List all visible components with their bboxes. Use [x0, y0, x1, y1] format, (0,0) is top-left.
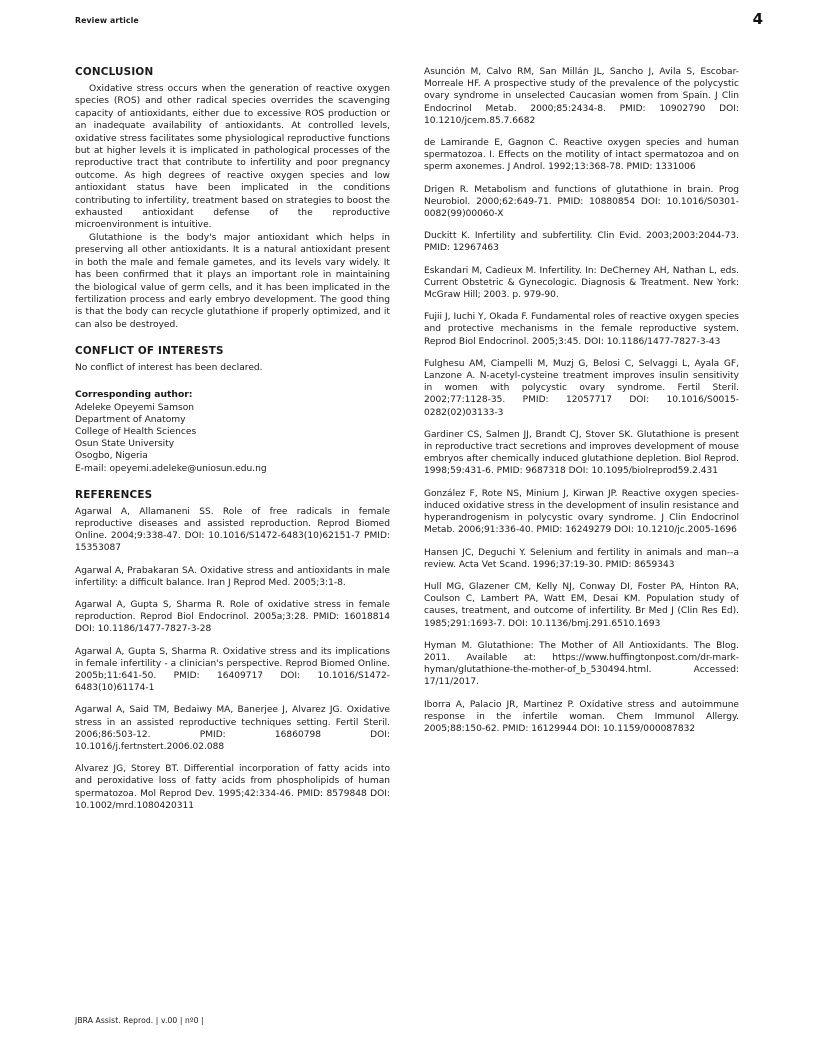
reference-item: Fujii J, Iuchi Y, Okada F. Fundamental roles of reactive oxygen species and protective mechanisms in the female reproductive system. Reprod Biol Endocrinol. 2005;3:45. DOI: 10.1186/1477-7827-3-43: [424, 312, 739, 347]
corresponding-author-city: Osogbo, Nigeria: [75, 451, 148, 462]
left-column: [75, 66, 390, 812]
reference-item: González F, Rote NS, Minium J, Kirwan JP. Reactive oxygen species-induced oxidative stress in the development of insulin resistance and hyperandrogenism in polycystic ovary syndrome. J Clin Endocrinol Metab. 2006;91:336-40. PMID: 16249279 DOI: 10.1210/jc.2005-1696: [424, 488, 739, 536]
corresponding-author-university: Osun State University: [75, 439, 175, 450]
spacer: [75, 331, 390, 345]
references-heading: REFERENCES: [75, 488, 153, 501]
reference-item: de Lamirande E, Gagnon C. Reactive oxygen species and human spermatozoa. I. Effects on the motility of intact spermatozoa and on sperm axonemes. J Androl. 1992;13:368-78. PMID: 1331006: [424, 138, 739, 173]
reference-item: Agarwal A, Prabakaran SA. Oxidative stress and antioxidants in male infertility: a difficult balance. Iran J Reprod Med. 2005;3:1-8.: [75, 565, 390, 588]
reference-item: Agarwal A, Said TM, Bedaiwy MA, Banerjee J, Alvarez JG. Oxidative stress in an assisted reproductive techniques setting. Fertil Steril. 2006;86:503-12. PMID: 16860798 DOI: 10.1016/j.fertnstert.2006.02.088: [75, 705, 390, 752]
conflict-of-interests-heading: CONFLICT OF INTERESTS: [75, 345, 224, 358]
reference-item: Alvarez JG, Storey BT. Differential incorporation of fatty acids into and peroxidative loss of fatty acids from phospholipids of human spermatozoa. Mol Reprod Dev. 1995;42:334-46. PMID: 8579848 DOI: 10.1002/mrd.1080420311: [75, 764, 390, 811]
reference-item: Agarwal A, Gupta S, Sharma R. Role of oxidative stress in female reproduction. Reprod Biol Endocrinol. 2005a;3:28. PMID: 16018814 DOI: 10.1186/1477-7827-3-28: [75, 599, 390, 635]
reference-item: Agarwal A, Allamaneni SS. Role of free radicals in female reproductive diseases and assisted reproduction. Reprod Biomed Online. 2004;9:338-47. DOI: 10.1016/S1472-6483(10)62151-7 PMID: 15353087: [75, 506, 390, 554]
reference-item: Iborra A, Palacio JR, Martinez P. Oxidative stress and autoimmune response in the infertile woman. Chem Immunol Allergy. 2005;88:150-62. PMID: 16129944 DOI: 10.1159/000087832: [424, 699, 739, 734]
page-number: 4: [752, 10, 763, 28]
reference-item: Hull MG, Glazener CM, Kelly NJ, Conway DI, Foster PA, Hinton RA, Coulson C, Lambert PA, Watt EM, Desai KM. Population study of causes, treatment, and outcome of infertility. Br Med J (Clin Res Ed). 1985;291:1693-7. DOI: 10.1136/bmj.291.6510.1693: [424, 581, 739, 629]
reference-item: Hansen JC, Deguchi Y. Selenium and fertility in animals and man--a review. Acta Vet Scand. 1996;37:19-30. PMID: 8659343: [424, 547, 739, 570]
reference-item: Duckitt K. Infertility and subfertility. Clin Evid. 2003;2003:2044-73. PMID: 12967463: [424, 231, 739, 254]
reference-item: Drigen R. Metabolism and functions of glutathione in brain. Prog Neurobiol. 2000;62:649-71. PMID: 10880854 DOI: 10.1016/S0301-0082(99)00060-X: [424, 184, 739, 220]
right-column: [424, 66, 739, 812]
corresponding-author-college: College of Health Sciences: [75, 426, 197, 437]
corresponding-author-heading: Corresponding author:: [75, 388, 193, 400]
two-column-body: [75, 66, 740, 812]
spacer: [75, 475, 390, 489]
reference-item: Eskandari M, Cadieux M. Infertility. In: DeCherney AH, Nathan L, eds. Current Obstetric & Gynecologic. Diagnosis & Treatment. New York: McGraw Hill; 2003. p. 979-90.: [424, 265, 739, 301]
reference-item: Gardiner CS, Salmen JJ, Brandt CJ, Stover SK. Glutathione is present in reproductive tract secretions and improves development of mouse embryos after chemically induced glutathione depletion. Biol Reprod. 1998;59:431-6. PMID: 9687318 DOI: 10.1095/biolreprod59.2.431: [424, 429, 739, 477]
running-head: Review article: [75, 16, 139, 25]
conflict-of-interests-text: No conflict of interest has been declared.: [75, 363, 263, 374]
spacer: [75, 375, 390, 389]
conclusion-heading: CONCLUSION: [75, 66, 154, 78]
reference-item: Agarwal A, Gupta S, Sharma R. Oxidative stress and its implications in female infertility - a clinician's perspective. Reprod Biomed Online. 2005b;11:641-50. PMID: 16409717 DOI: 10.1016/S1472-6483(10)61174-1: [75, 646, 390, 694]
corresponding-author-name: Adeleke Opeyemi Samson: [75, 402, 195, 413]
corresponding-author-department: Department of Anatomy: [75, 414, 186, 425]
conclusion-paragraph-2: Glutathione is the body's major antioxidant which helps in preserving all other antioxidants. It is a natural antioxidant present in both the male and female gametes, and its levels vary widely. It has been confirmed that it plays an important role in maintaining the biological value of germ cells, and it has been implicated in the fertilization process and early embryo development. The good thing is that the body can recycle glutathione if properly optimized, and it can also be destroyed.: [75, 232, 390, 330]
reference-item: Asunción M, Calvo RM, San Millán JL, Sancho J, Avila S, Escobar-Morreale HF. A prospective study of the prevalence of the polycystic ovary syndrome in unselected Caucasian women from Spain. J Clin Endocrinol Metab. 2000;85:2434-8. PMID: 10902790 DOI: 10.1210/jcem.85.7.6682: [424, 67, 739, 126]
corresponding-author-email: E-mail: opeyemi.adeleke@uniosun.edu.ng: [75, 463, 267, 474]
reference-item: Fulghesu AM, Ciampelli M, Muzj G, Belosi C, Selvaggi L, Ayala GF, Lanzone A. N-acetyl-cysteine treatment improves insulin sensitivity in women with polycystic ovary syndrome. Fertil Steril. 2002;77:1128-35. PMID: 12057717 DOI: 10.1016/S0015-0282(02)03133-3: [424, 358, 739, 418]
conclusion-paragraph-1: Oxidative stress occurs when the generation of reactive oxygen species (ROS) and other radical species overrides the scavenging capacity of antioxidants, either due to excessive ROS production or an inadequate availability of antioxidants. At controlled levels, oxidative stress facilitates some physiological reproductive functions but at higher levels it is implicated in pathological processes of the reproductive tract that contribute to infertility and poor pregnancy outcome. As high degrees of reactive oxygen species and low antioxidant status have been implicated in the conditions contributing to infertility, treatment based on strategies to boost the exhausted antioxidant defense of the reproductive microenvironment is intuitive.: [75, 84, 390, 231]
reference-item: Hyman M. Glutathione: The Mother of All Antioxidants. The Blog. 2011. Available at: https://www.huffingtonpost.com/dr-mark-hyman/glutathione-the-mother-of_b_530494.html. Accessed: 17/11/2017.: [424, 640, 739, 688]
page-footer: JBRA Assist. Reprod. | v.00 | nº0 |: [75, 1016, 204, 1025]
